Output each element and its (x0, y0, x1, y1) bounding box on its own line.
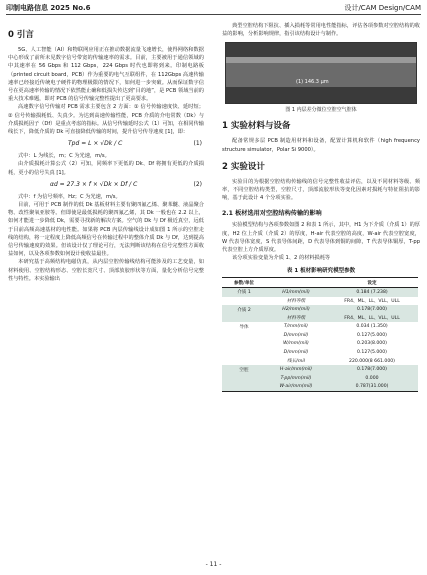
formula-1-expression: Tpd = L × √Dk / C (68, 140, 123, 148)
table-cell: 0.127(5.000) (357, 349, 387, 355)
table-cell: FR4、ML、LL、VLL、ULL (326, 314, 418, 323)
table-cell (222, 340, 266, 349)
table-cell: H-air/mm(mil) (266, 365, 326, 374)
table-cell: 材料等级 (286, 298, 306, 304)
table-row (222, 357, 418, 366)
figure-band-bottom (226, 87, 416, 103)
figure-caption: 图 1 内层差分微位空腔空气腔体 (285, 107, 357, 114)
table-row (222, 340, 418, 349)
section-label: 设计/CAM Design/CAM (344, 4, 421, 12)
table-row (222, 322, 418, 331)
table-cell: 0.203(8.000) (357, 341, 387, 347)
table-row (222, 348, 418, 357)
table-row (222, 374, 418, 383)
table-cell: 介质 2 (222, 305, 266, 314)
table-cell: W/mm(mil) (283, 341, 309, 347)
table-cell: 空腔 (222, 365, 266, 374)
table-cell: H2/mm(mil) (266, 305, 326, 314)
formula-2-expression: αd = 27.3 × f × √Dk × Df / C (50, 180, 138, 188)
table-cell: 0.034 (1.350) (356, 324, 388, 330)
header-rule (6, 14, 421, 15)
paragraph: 5G、人工智能（AI）和物联网应用正在推动数据流量飞速增长，使得网络和数据中心形成了前所未见数字信号带宽的传输速率的需求。目前，主要被用于通信领域的中其速率在 56 Gbps 和 112 Gbps，224 Gbps 时代也即将到来。印制电路板（printed circuit board，PCB）作为重要的电气互联组件，在 112Gbps 高速传输速率已经接近传统电子硬件的物理极限的情况下，如何进一步突破。从而保证数字信号在更高速率传输的情况下依然能止确和低损失传达到“目的地”，是 PCB 领域当前的重大技术难题，即对 PCB 的信号传输完整性提出了更高要求。 (8, 47, 204, 103)
figure-scale-label: (1) 146.3 μm (296, 79, 329, 86)
paragraph: 高速数字信号传输对 PCB 需求主要包含 2 方面：① 信号传输速度快、延时短；② 信号传输损耗低、失真少。为达到高速传输性能，PCB 介质的介电常数（Dk）与介质损耗因子（Df）是重点考虑的指标。从信号传输延时公式（1）可知，在相同传输线长下，降低介质的 Dk 可直接降低传输的时间，提升信号传导速度 [1]，即： (8, 104, 204, 136)
table-cell: T/mm(mil) (284, 324, 308, 330)
journal-title: 印制电路信息 2025 No.6 (6, 4, 91, 12)
table-cell: FR4、ML、LL、VLL、ULL (344, 298, 400, 304)
table-cell (222, 348, 266, 357)
page-header (0, 0, 427, 15)
table-header-row (222, 278, 418, 288)
table-cell (222, 383, 266, 392)
table-cell: 导体 (239, 324, 249, 330)
paragraph: 该分项实验变量为介质 1、2 的材料损耗等 (232, 255, 331, 262)
table-cell: 线长/mil (287, 359, 305, 365)
table-row (222, 288, 418, 297)
formula-2 (8, 179, 204, 191)
paragraph: 配备常规多层 PCB 制造用材料和设备，配置计算机和软件（high frequency structure simulator，Polar Si 9000）。 (222, 138, 420, 153)
page-number: - 11 - (205, 561, 222, 568)
paragraph: 实验模型结构与各项参数如图 2 和表 1 所示，其中，H1 为下介质（介质 1）的厚度，H2 位上介质（介质 2）的厚度，H-air 代表空腔的高度，W-air 代表空腔宽度，W 代表导体宽度，S 代表导体间距，D 代表导体到铜的间隙，T 代表导体铜厚，T-pp 代表空腔上方介质厚度。 (222, 222, 420, 254)
table-cell (222, 357, 266, 366)
table-row (222, 305, 418, 314)
paragraph: 实验目的为根据空腔结构传输线的信号完整性收益评估，以及不同材料等级、频率，不同空腔结构类型，空腔尺寸，顶部流胶形状等变化因素对损耗与特征阻抗的影响，基于此设计 4 个分项实验。 (222, 178, 420, 202)
paragraph: 式中：f 为信号频率，Hz；C 为光速，m/s。 (18, 193, 121, 200)
section-heading-materials: 1 实验材料与设备 (222, 121, 291, 132)
paragraph: 式中：L 为线长，m；C 为光速，m/s。 (18, 153, 110, 160)
table-cell: H1/mm(mil) (266, 288, 326, 297)
table-row (222, 365, 418, 374)
table-caption: 表 1 板材影响研究模型参数 (286, 268, 356, 275)
table-cell (222, 331, 266, 340)
table-cell: T-pp/mm(mil) (266, 374, 326, 383)
table-cell (222, 314, 266, 323)
table-header-cell: 参数/单位 (222, 278, 266, 288)
table-cell: 0.000 (326, 374, 418, 383)
section-heading-design: 2 实验设计 (222, 161, 265, 172)
paragraph: 典型空腔结构下阻抗、插入损耗等常用电性能指标，评估各项参数对空腔结构的收益的影响，分析影响规律，指引该结构设计与制作。 (222, 23, 420, 38)
table-cell: 0.787(31.000) (326, 383, 418, 392)
table-cell: 0.127(5.000) (357, 332, 387, 338)
subsection-heading: 2.1 板材选用对空腔结构传输的影响 (222, 210, 322, 218)
table-cell: 220.000(8 661.000) (349, 358, 395, 364)
table-cell: D/mm(mil) (283, 349, 309, 355)
paragraph: 目前，可用于 PCB 制作的低 Dk 基板材料主要有聚四氟乙烯、聚苯醚、液晶聚合物、改性聚氧亚胺等。但即使是最低损耗的聚四氟乙烯，其 Dk 一般也在 2.2 以上，如何才能进一步降低 Dk，需要寻找新的解决方案。空气的 Dk 与 Df 极近真空，远低于目前高频高速基材的电性能。如果将 PCB 内层传输线设计成如图 1 所示的空腔走线的结构，将一定程度上降低高频信号在传输过程中的整体介质 Dk 与 Df，达到提高信号传输速度的效果。但该设计仅了理论可行，无法判断该结构在信号完整性方面收益如何，以及各项参数如何设计使收益最佳。 (8, 202, 204, 258)
table-cell: 介质 1 (222, 288, 266, 297)
cross-section-figure (225, 42, 417, 104)
table-cell: 0.178(7.000) (326, 365, 418, 374)
formula-1-number: (1) (193, 140, 202, 148)
table-row (222, 297, 418, 306)
table-cell: 0.178(7.000) (326, 305, 418, 314)
left-column (8, 22, 204, 283)
figure-band-top (226, 43, 416, 57)
section-heading-intro: 0 引言 (8, 30, 34, 40)
table-cell: D/mm(mil) (283, 332, 309, 338)
table-cell (222, 297, 266, 306)
table-cell: 材料等级 (266, 314, 326, 323)
table-cell: 0.184 (7.238) (326, 288, 418, 297)
formula-1 (8, 138, 204, 150)
paragraph: 由介质损耗计算公式（2）可知，同频率下更低的 Dk、Df 将拥有更低的介质损耗，更小的信号失真 [1]。 (8, 161, 204, 176)
table-cell (222, 374, 266, 383)
paragraph: 本研究基于高频结构电磁仿真，从内层空腔传输线结构可能涉及的工艺变量，如材料使用、空腔结构形态、空腔长宽尺寸、顶部放胶形状等方面，量化分析信号完整性与特性。本实验输出 (8, 259, 204, 282)
right-column (222, 22, 420, 392)
table-cell: W-air/mm(mil) (266, 383, 326, 392)
table-row (222, 314, 418, 323)
table-header-cell: 设定 (326, 278, 418, 288)
table-row (222, 383, 418, 392)
table-header-cell (266, 278, 326, 288)
parameter-table (222, 277, 418, 392)
formula-2-number: (2) (193, 180, 202, 188)
table-row (222, 331, 418, 340)
